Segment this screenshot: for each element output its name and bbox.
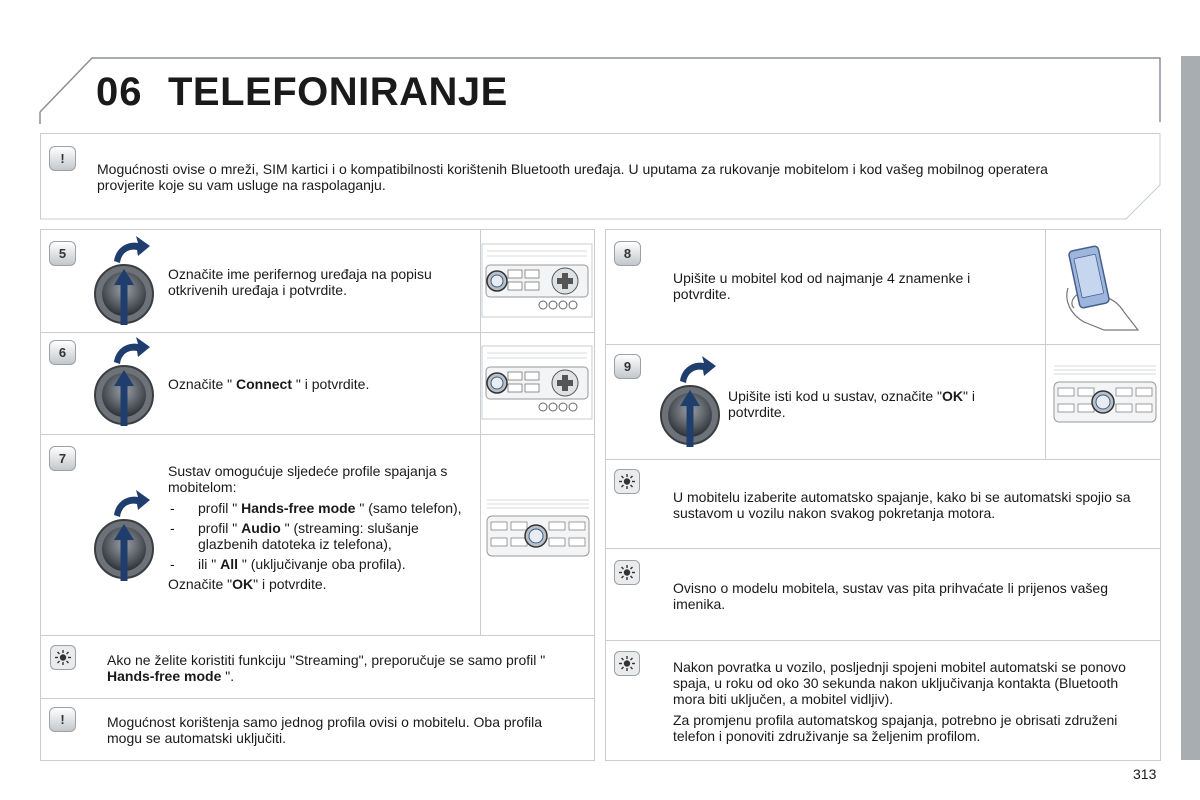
right-tip-1-text: U mobitelu izaberite automatsko spajanje, kako bi se automatski spojio sa sustavom u vozilu nakon svakog pokretanja motora. <box>673 489 1131 521</box>
rotary-knob-press-icon <box>92 233 158 327</box>
exclamation-icon: ! <box>49 146 76 171</box>
page-number: 313 <box>1133 766 1157 782</box>
phone-in-hand-icon <box>1060 242 1146 332</box>
radio-panel-illustration <box>481 345 593 420</box>
warning-top-text: Mogućnosti ovise o mreži, SIM kartici i o kompatibilnosti korištenih Bluetooth uređaja. U uputama za rukovanje mobitelom i kod vašeg mobilnog operatera provjerite koje su vam usluge na raspolaganju. <box>97 161 1048 193</box>
step-9-badge: 9 <box>614 354 641 379</box>
list-item: - profil " Hands-free mode " (samo telefon), <box>168 500 468 516</box>
right-tip-3-text <box>673 659 1133 744</box>
left-tip-text: Ako ne želite koristiti funkciju "Streaming", preporučuje se samo profil " Hands-free mode ". <box>107 652 546 684</box>
chapter-title: TELEFONIRANJE <box>168 70 508 114</box>
chapter-number: 06 <box>96 70 143 114</box>
lightbulb-icon <box>614 469 640 495</box>
radio-panel-illustration <box>1050 360 1160 434</box>
right-tip-3-para1: Nakon povratka u vozilo, posljednji spojeni mobitel automatski se ponovo spaja, u roku od oko 30 sekunda nakon uključivanja kontakta (Bluetooth mora biti uključen, a mobitel vidljiv). <box>673 659 1126 707</box>
step-7-badge: 7 <box>49 446 76 471</box>
rotary-knob-press-icon <box>92 487 158 583</box>
step-9-text: Upišite isti kod u sustav, označite "OK" i potvrdite. <box>728 388 976 420</box>
radio-panel-illustration <box>481 243 593 318</box>
lightbulb-icon <box>614 651 640 677</box>
right-tip-3-para2: Za promjenu profila automatskog spajanja, potrebno je obrisati združeni telefon i ponoviti združivanje sa željenim profilom. <box>673 712 1118 744</box>
list-item: - profil " Audio " (streaming: slušanje glazbenih datoteka iz telefona), <box>168 520 468 552</box>
rotary-knob-press-icon <box>658 353 724 449</box>
step-8-badge: 8 <box>614 241 641 266</box>
right-tip-2-text: Ovisno o modelu mobitela, sustav vas pita prihvaćate li prijenos vašeg imenika. <box>673 580 1108 612</box>
step-8-text: Upišite u mobitel kod od najmanje 4 znamenke i potvrdite. <box>673 270 971 302</box>
step-7-intro: Sustav omogućuje sljedeće profile spajanja s mobitelom: <box>168 463 448 495</box>
exclamation-icon: ! <box>49 707 76 732</box>
step-5-text: Označite ime perifernog uređaja na popisu otkrivenih uređaja i potvrdite. <box>168 266 432 298</box>
rotary-knob-press-icon <box>92 334 158 428</box>
step-6-badge: 6 <box>49 340 76 365</box>
step-7-outro: Označite "OK" i potvrdite. <box>168 576 327 592</box>
left-warning-text: Mogućnost korištenja samo jednog profila ovisi o mobitelu. Oba profila mogu se automatski uključiti. <box>107 714 543 746</box>
chapter-side-tab <box>1181 56 1200 760</box>
profile-list <box>168 500 468 572</box>
step-6-text: Označite " Connect " i potvrdite. <box>168 376 370 392</box>
list-item: - ili " All " (uključivanje oba profila). <box>168 556 468 572</box>
lightbulb-icon <box>50 645 76 671</box>
radio-panel-illustration <box>483 494 593 568</box>
step-7-text <box>168 463 468 592</box>
step-5-badge: 5 <box>49 241 76 266</box>
lightbulb-icon <box>614 560 640 586</box>
